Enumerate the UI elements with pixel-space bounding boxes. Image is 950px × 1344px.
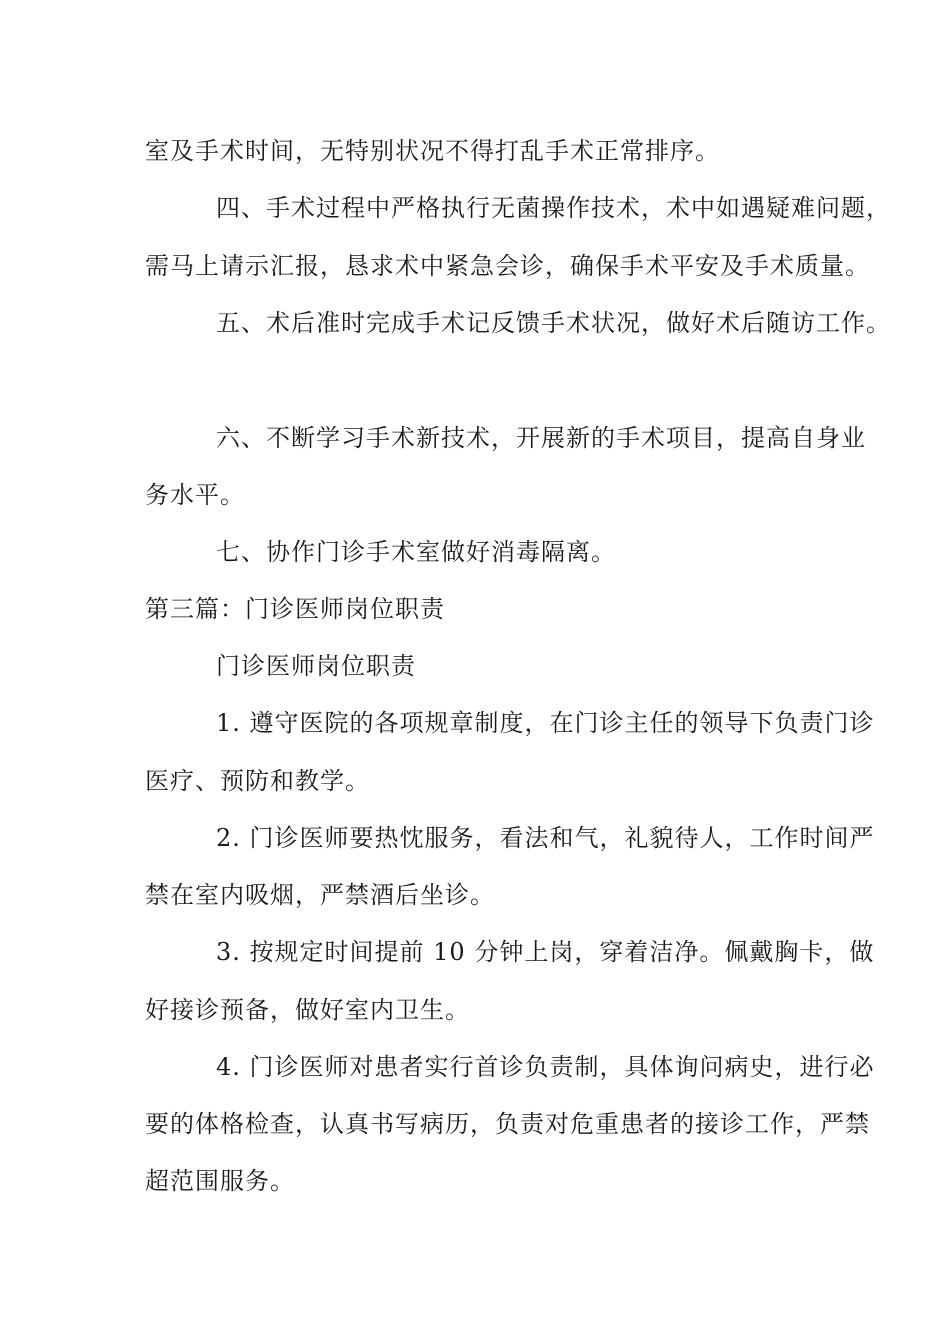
paragraph-line: 七、协作门诊手术室做好消毒隔离。 (216, 538, 616, 566)
paragraph-line: 要的体格检查，认真书写病历，负责对危重患者的接诊工作，严禁 (145, 1110, 870, 1138)
paragraph-line: 六、不断学习手术新技术，开展新的手术项目，提高自身业 (216, 424, 866, 452)
paragraph-line: 1. 遵守医院的各项规章制度，在门诊主任的领导下负责门诊 (216, 709, 875, 737)
paragraph-line: 务水平。 (145, 481, 245, 509)
paragraph-line: 好接诊预备，做好室内卫生。 (145, 996, 470, 1024)
section-heading: 第三篇：门诊医师岗位职责 (145, 595, 445, 623)
paragraph-line: 2. 门诊医师要热忱服务，看法和气，礼貌待人，工作时间严 (216, 824, 875, 852)
paragraph-line: 医疗、预防和教学。 (145, 767, 370, 795)
paragraph-line: 超范围服务。 (145, 1167, 295, 1195)
paragraph-line: 4. 门诊医师对患者实行首诊负责制，具体询问病史，进行必 (216, 1053, 875, 1081)
paragraph-line: 需马上请示汇报，恳求术中紧急会诊，确保手术平安及手术质量。 (145, 252, 870, 280)
paragraph-line: 四、手术过程中严格执行无菌操作技术，术中如遇疑难问题， (216, 194, 891, 222)
section-subtitle: 门诊医师岗位职责 (216, 652, 416, 680)
paragraph-line: 五、术后准时完成手术记反馈手术状况，做好术后随访工作。 (216, 309, 891, 337)
paragraph-line: 室及手术时间，无特别状况不得打乱手术正常排序。 (145, 137, 720, 165)
paragraph-line: 3. 按规定时间提前 10 分钟上岗，穿着洁净。佩戴胸卡，做 (216, 938, 875, 966)
paragraph-line: 禁在室内吸烟，严禁酒后坐诊。 (145, 881, 495, 909)
